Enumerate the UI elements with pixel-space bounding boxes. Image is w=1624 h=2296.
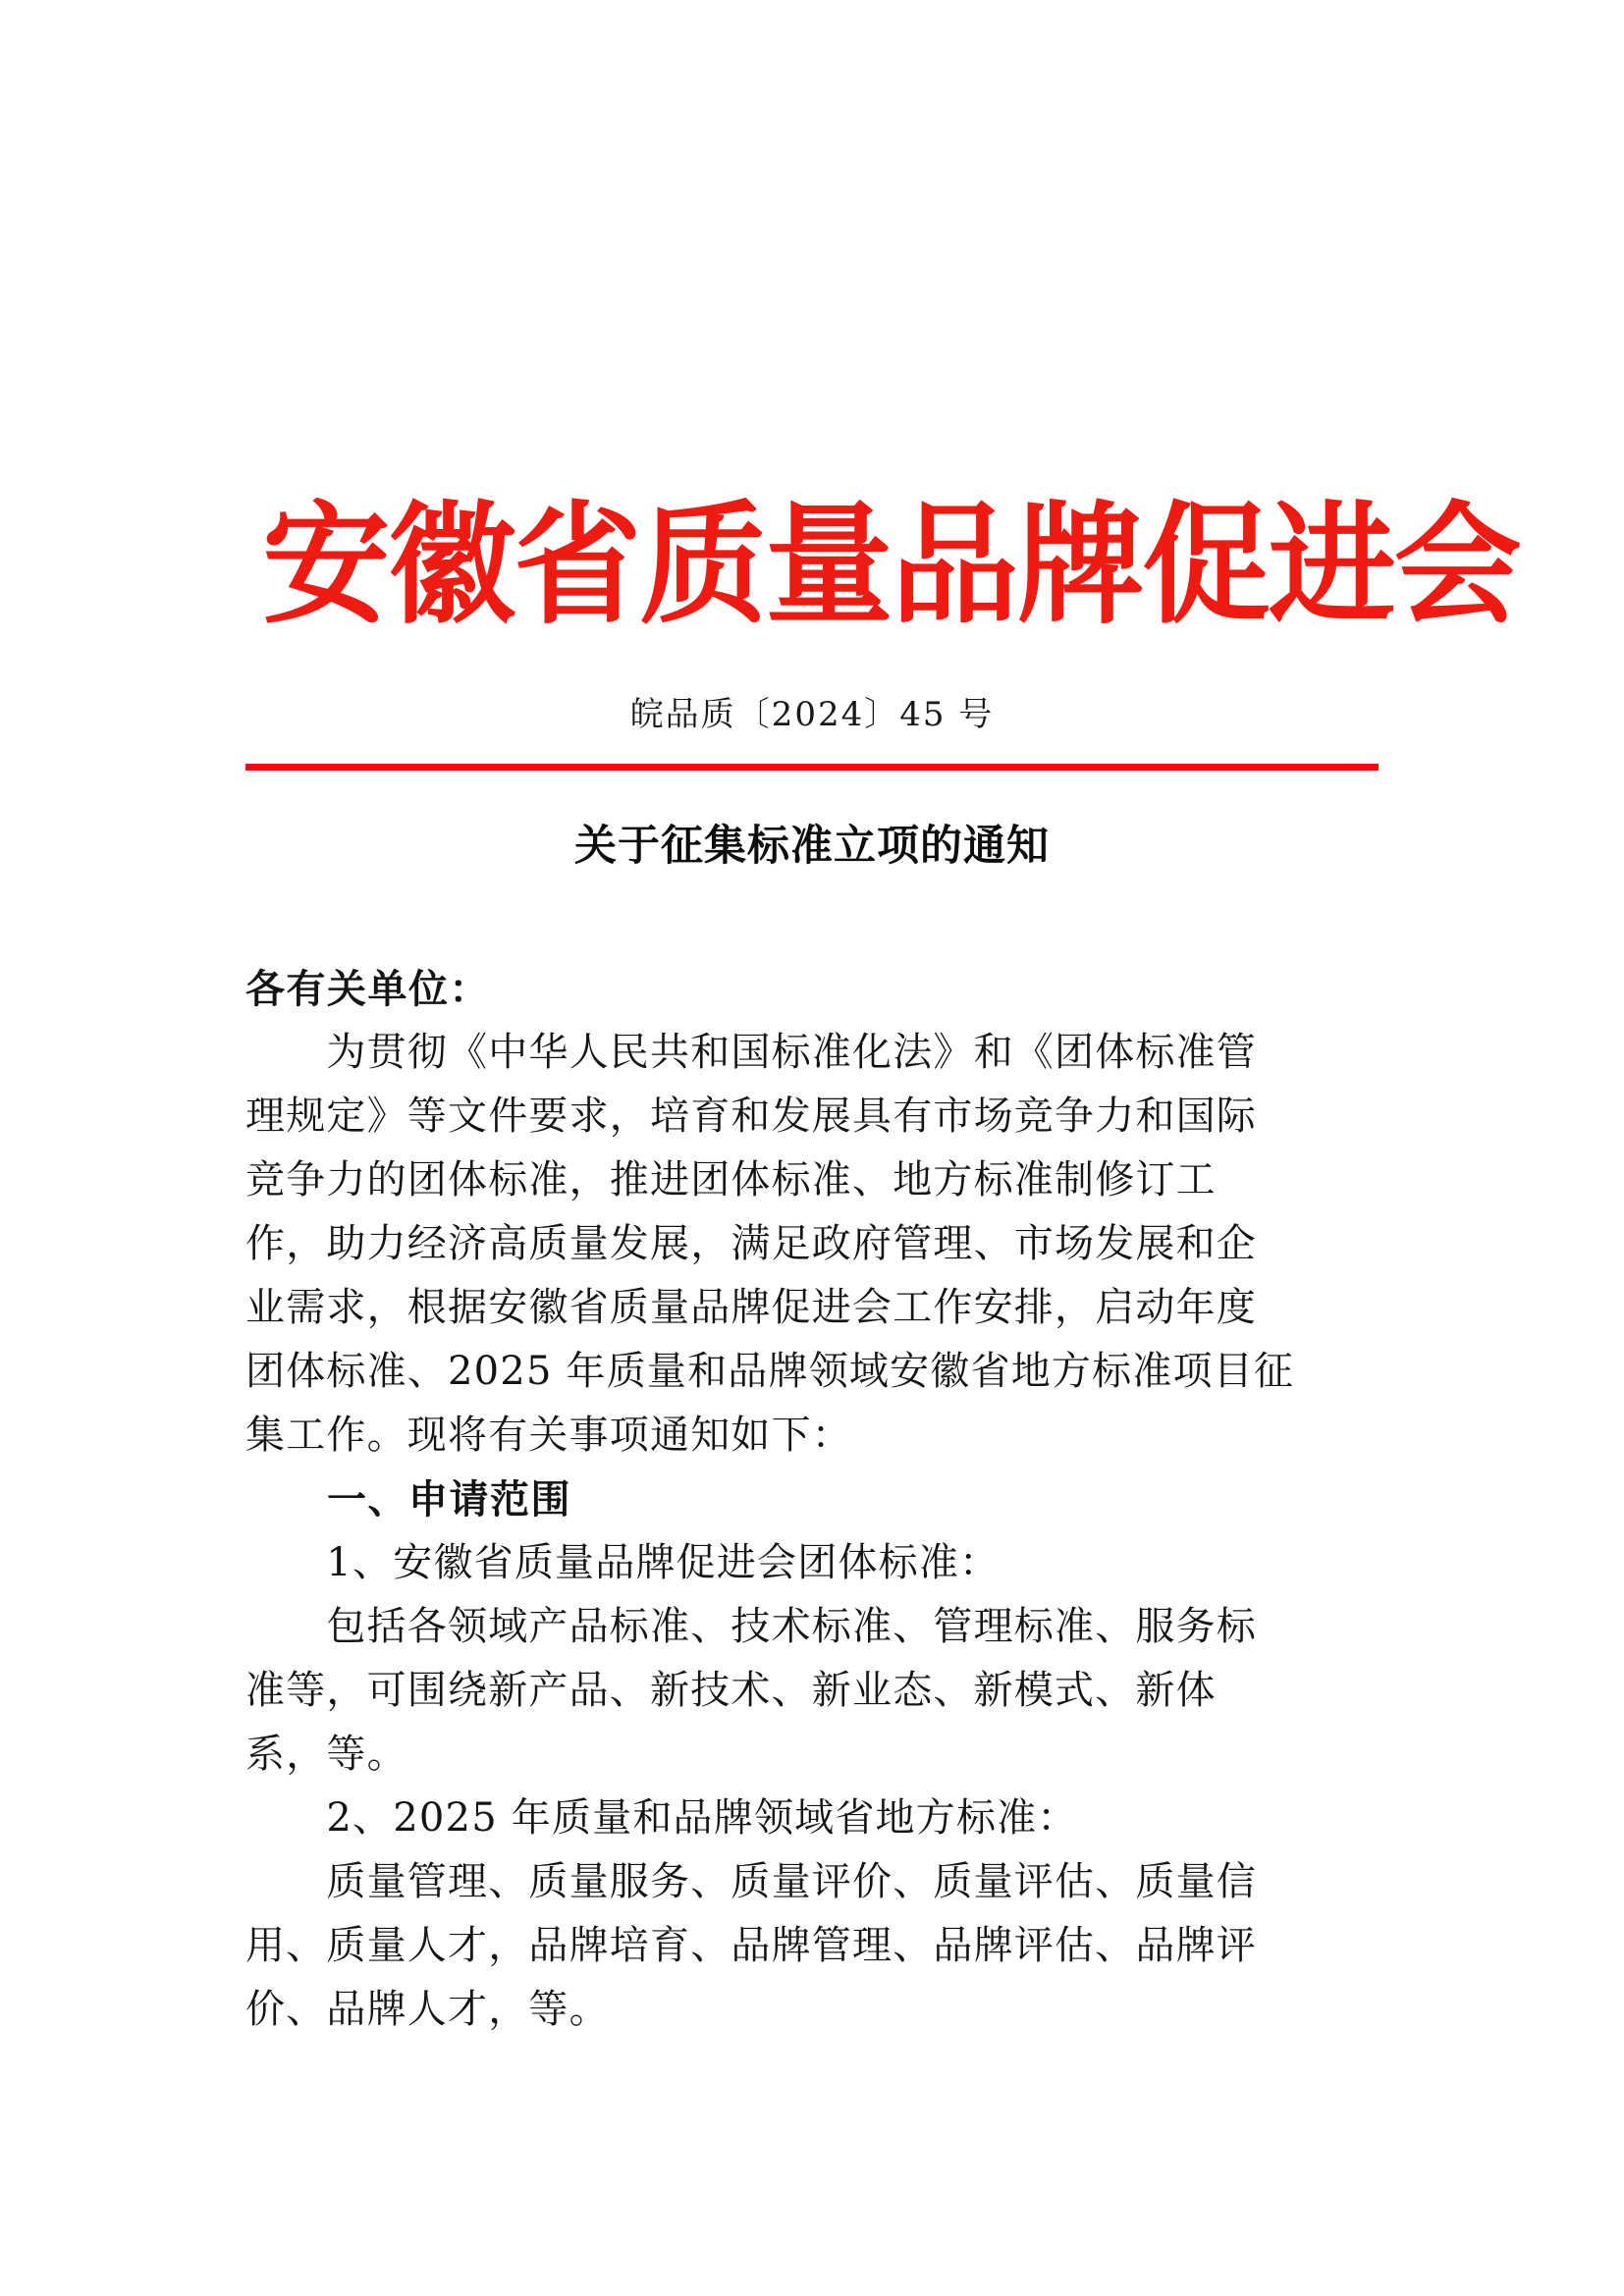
- letterhead-organization-name: 安徽省质量品牌促进会: [262, 487, 1520, 642]
- list-item-body-line: 准等，可围绕新产品、新技术、新业态、新模式、新体: [245, 1668, 1217, 1713]
- body-line: 为贯彻《中华人民共和国标准化法》和《团体标准管: [245, 1030, 1257, 1075]
- salutation: 各有关单位：: [245, 966, 490, 1012]
- list-item-label-1: 1、安徽省质量品牌促进会团体标准：: [245, 1540, 1001, 1585]
- page-title: 关于征集标准立项的通知: [574, 822, 1050, 871]
- body-line: 业需求，根据安徽省质量品牌促进会工作安排，启动年度: [245, 1285, 1257, 1330]
- letterhead: [245, 487, 1520, 642]
- body-line: 作，助力经济高质量发展，满足政府管理、市场发展和企: [245, 1221, 1257, 1266]
- section-heading-scope: 一、申请范围: [245, 1476, 571, 1522]
- list-item-body-line: 用、质量人才，品牌培育、品牌管理、品牌评估、品牌评: [245, 1923, 1257, 1968]
- document-number: 皖品质〔2024〕45 号: [629, 695, 995, 734]
- list-item-body-line: 包括各领域产品标准、技术标准、管理标准、服务标: [245, 1604, 1257, 1649]
- body-line: 竞争力的团体标准，推进团体标准、地方标准制修订工: [245, 1157, 1217, 1202]
- list-item-body-line: 系，等。: [245, 1732, 407, 1777]
- document-body: [245, 957, 1399, 2042]
- body-line: 团体标准、2025 年质量和品牌领域安徽省地方标准项目征: [245, 1349, 1295, 1394]
- body-line: 理规定》等文件要求，培育和发展具有市场竞争力和国际: [245, 1094, 1257, 1139]
- list-item-body-line: 质量管理、质量服务、质量评价、质量评估、质量信: [245, 1859, 1257, 1904]
- red-divider-rule: [245, 764, 1379, 771]
- body-line: 集工作。现将有关事项通知如下：: [245, 1413, 852, 1458]
- list-item-label-2: 2、2025 年质量和品牌领域省地方标准：: [245, 1795, 1078, 1841]
- list-item-body-line: 价、品牌人才，等。: [245, 1987, 610, 2032]
